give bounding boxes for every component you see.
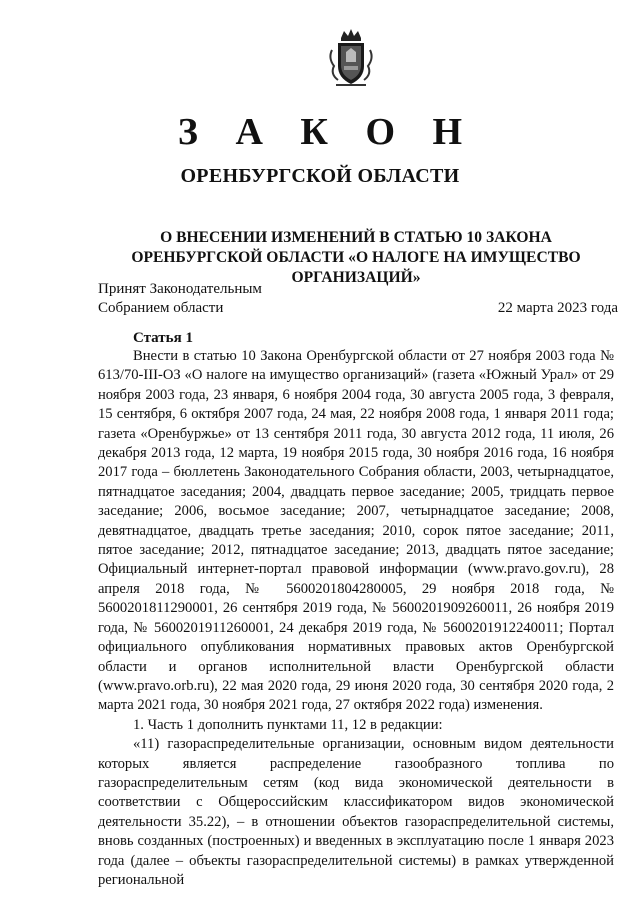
document-type-title: З А К О Н (177, 111, 477, 153)
article-paragraph: Внести в статью 10 Закона Оренбургской области от 27 ноября 2003 года № 613/70-III-ОЗ «О налоге на имущество организаций» (газета «Южный Урал» от 29 ноября 2003 года, 23 января, 6 ноября 2004 года, 30 августа 2005 года, 3 февраля, 15 сентября, 6 октября 2007 года, 24 мая, 22 ноября 2008 года, 1 января 2011 года; газета «Оренбуржье» от 13 сентября 2011 года, 30 августа 2012 года, 11 июля, 26 декабря 2013 года, 12 марта, 19 ноября 2015 года, 30 ноября 2016 года, 16 ноября 2017 года – бюллетень Законодательного Собрания области, 2003, четырнадцатое, пятнадцатое заседания; 2004, двадцать первое заседание; 2005, тридцать первое заседание; 2006, восьмое заседание; 2007, четырнадцатое заседание; 2008, девятнадцатое, двадцать третье заседания; 2010, сорок пятое заседание; 2011, пятое заседание; 2012, пятнадцатое заседание; 2013, двадцать пятое заседание; Официальный интернет-портал правовой информации (www.pravo.gov.ru), 28 апреля 2018 года, № 5600201804280005, 29 ноября 2018 года, № 5600201811290001, 26 сентября 2019 года, № 5600201909260011, 26 ноября 2019 года, № 5600201911260001, 24 декабря 2019 года, № 5600201912240011; Портал официального опубликования нормативных правовых актов Оренбургской области и органов исполнительной власти Оренбургской области (www.pravo.orb.ru), 22 мая 2020 года, 29 июня 2020 года, 30 сентября 2020 года, 2 марта 2021 года, 30 ноября 2021 года, 27 октября 2022 года) изменения. (98, 348, 614, 714)
law-subject-heading: О ВНЕСЕНИИ ИЗМЕНЕНИЙ В СТАТЬЮ 10 ЗАКОНА ОРЕНБУРГСКОЙ ОБЛАСТИ «О НАЛОГЕ НА ИМУЩЕСТВО ОРГАНИЗАЦИЙ» (131, 229, 581, 286)
adoption-date: 22 марта 2023 года (497, 300, 618, 316)
article-paragraph: 1. Часть 1 дополнить пунктами 11, 12 в редакции: (133, 716, 443, 733)
adoption-block (98, 280, 618, 318)
adoption-line-2: Собранием области (98, 300, 224, 316)
article-body (98, 347, 614, 890)
article-heading: Статья 1 (133, 330, 193, 346)
adoption-line-1: Принят Законодательным (98, 281, 262, 297)
coat-of-arms-icon (326, 28, 376, 88)
region-title: ОРЕНБУРГСКОЙ ОБЛАСТИ (180, 165, 460, 187)
article-paragraph: «11) газораспределительные организации, основным видом деятельности которых является распределение газообразного топлива по газораспределительным сетям (код вида экономической деятельности в соответствии с Общероссийским классификатором видов экономической деятельности 35.22), – в отношении объектов газораспределительной системы, вновь созданных (построенных) и введенных в эксплуатацию после 1 января 2023 года (далее – объекты газораспределительной системы) в рамках утвержденной региональной (98, 736, 614, 888)
